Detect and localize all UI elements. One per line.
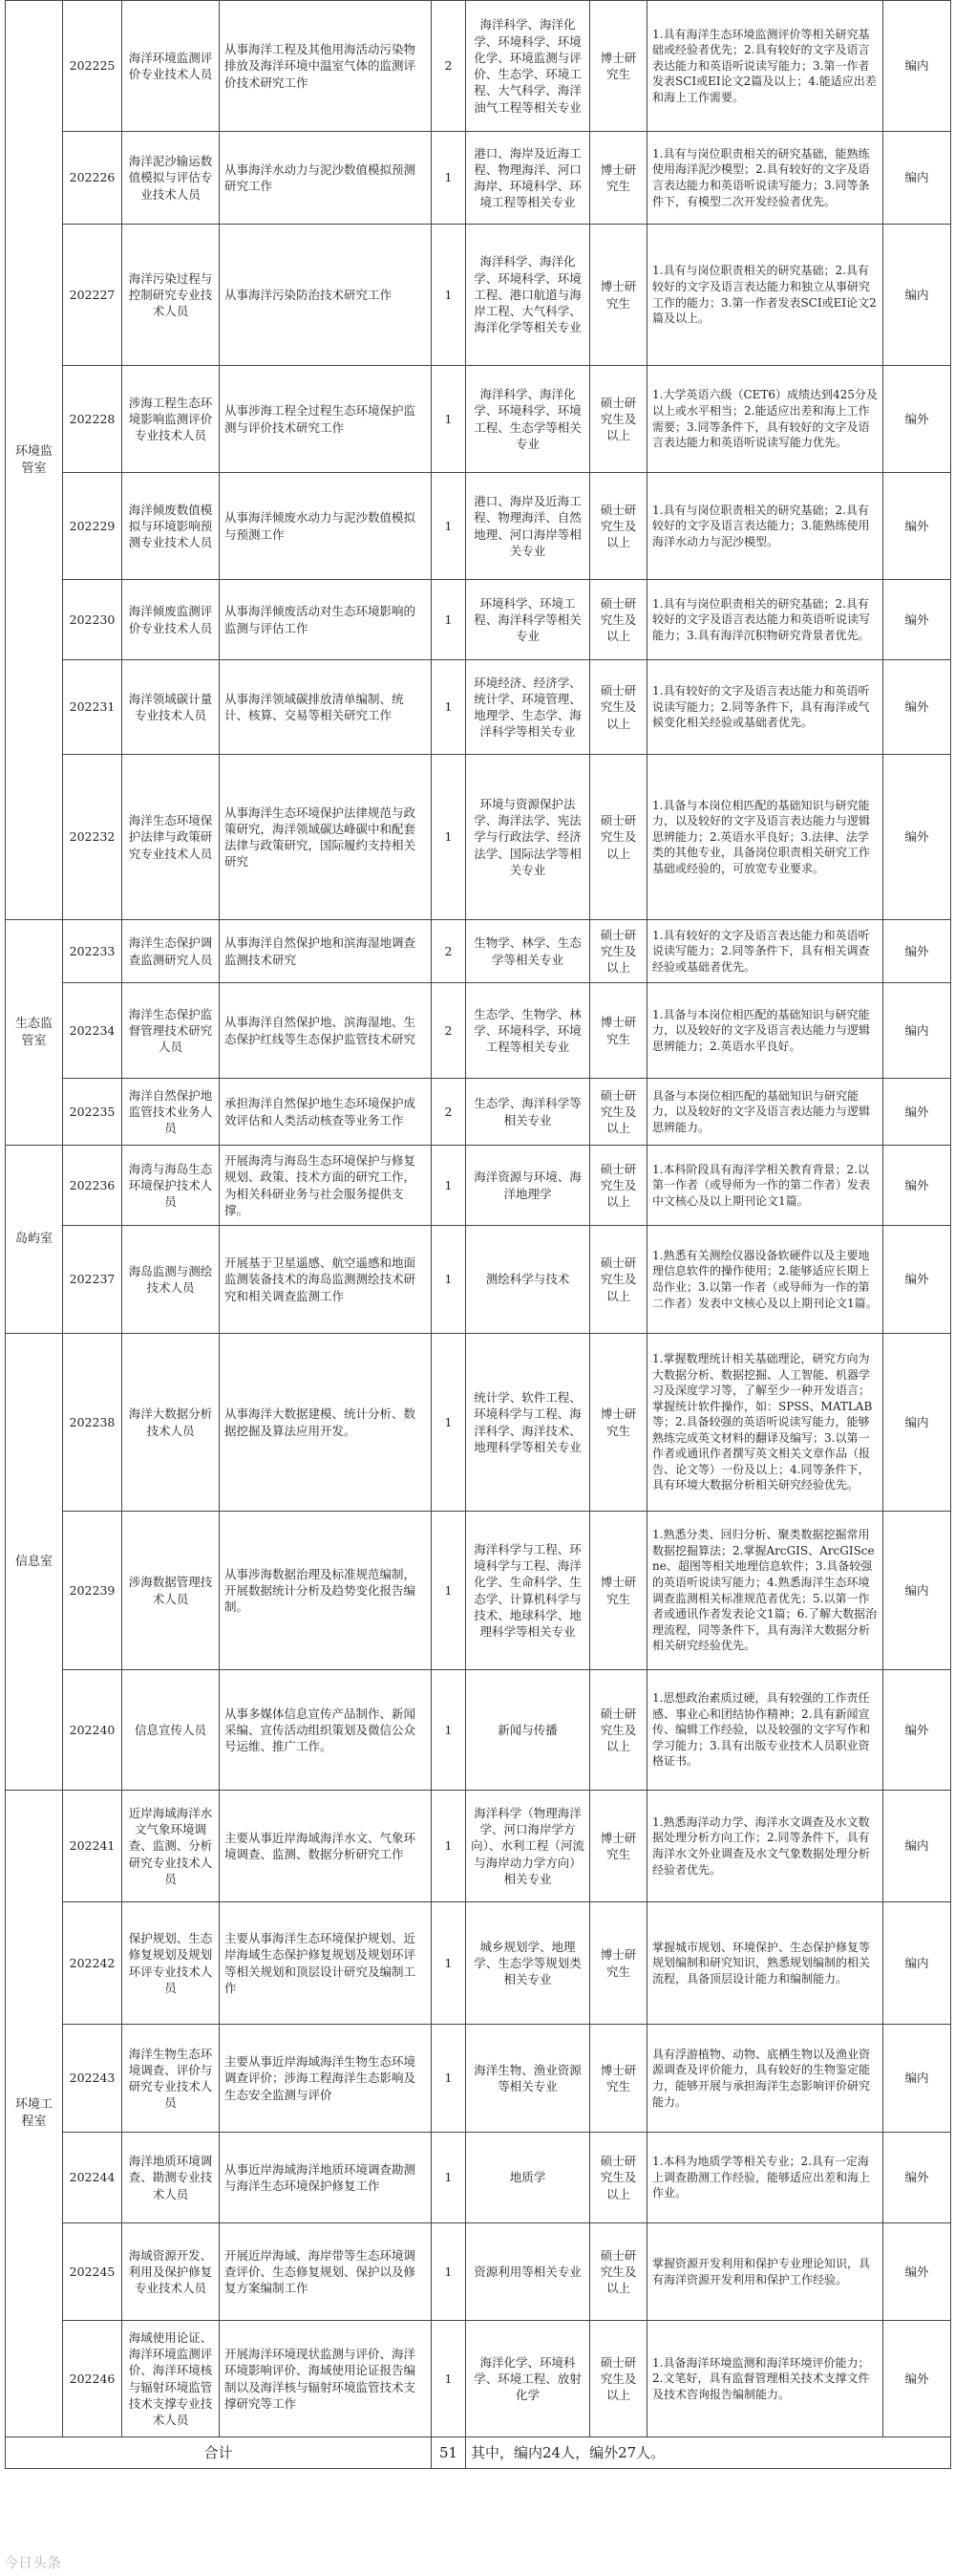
headcount: 1 [432, 2223, 466, 2321]
duty-description: 主要从事海洋生态环境保护规划、近岸海域生态保护修复规划及规划环评等相关规划和顶层设计研究及编制工作 [220, 1902, 432, 2025]
table-row [6, 225, 951, 366]
duty-description: 从事涉海数据治理及标准规范编制，开展数据统计分析及趋势变化报告编制。 [220, 1512, 432, 1670]
major-requirement: 海洋科学与工程、环境科学与工程、海洋化学、生命科学、生态学、计算机科学与技术、地球科学、地理科学等相关专业 [466, 1512, 590, 1670]
position-code: 202244 [63, 2133, 122, 2223]
table-row [6, 755, 951, 920]
major-requirement: 海洋科学、海洋化学、环境科学、环境化学、环境监测与评价、生态学、环境工程、大气科学、海洋油气工程等相关专业 [466, 1, 590, 132]
other-requirements: 1.具备与本岗位相匹配的基础知识与研究能力，以及较好的文字及语言表达能力与逻辑思辨能力；2.英语水平良好；3.法律、法学类的其他专业，具备岗位职责相关研究工作基础或经验的，可放宽专业要求。 [647, 755, 883, 920]
position-code: 202240 [63, 1670, 122, 1791]
table-row [6, 1079, 951, 1146]
position-name: 海湾与海岛生态环境保护技术人员 [122, 1146, 220, 1226]
duty-description: 从事近岸海域海洋地质环境调查勘测与海洋生态环境保护修复工作 [220, 2133, 432, 2223]
position-name: 信息宣传人员 [122, 1670, 220, 1791]
table-row [6, 2025, 951, 2133]
position-name: 海洋自然保护地监管技术业务人员 [122, 1079, 220, 1146]
major-requirement: 城乡规划学、地理学、生态学等规划类相关专业 [466, 1902, 590, 2025]
education-requirement: 博士研究生 [590, 1, 647, 132]
table-row [6, 1, 951, 132]
headcount: 1 [432, 132, 466, 225]
other-requirements: 1.本科阶段具有海洋学相关教育背景；2.以第一作者（或导师为一作的第二作者）发表中文核心及以上期刊论文1篇。 [647, 1146, 883, 1226]
staff-type: 编外 [883, 580, 951, 660]
duty-description: 承担海洋自然保护地生态环境保护成效评估和人类活动核查等业务工作 [220, 1079, 432, 1146]
duty-description: 开展近岸海域、海岸带等生态环境调查评价、生态修复规划、保护以及修复方案编制工作 [220, 2223, 432, 2321]
other-requirements: 具有浮游植物、动物、底栖生物以及渔业资源调查及评价能力，具有较好的生物鉴定能力，能够开展与承担海洋生态影响评价研究能力。 [647, 2025, 883, 2133]
table-row [6, 1512, 951, 1670]
position-name: 海洋地质环境调查、勘测专业技术人员 [122, 2133, 220, 2223]
headcount: 1 [432, 366, 466, 473]
other-requirements: 1.熟悉海洋动力学、海洋水文调查及水文数据处理分析方向工作；2.同等条件下，具有海洋水文外业调查及水文气象数据处理分析经验者优先。 [647, 1791, 883, 1902]
major-requirement: 新闻与传播 [466, 1670, 590, 1791]
dept-cell: 岛屿室 [6, 1146, 63, 1334]
position-code: 202238 [63, 1334, 122, 1512]
table-row [6, 580, 951, 660]
headcount: 1 [432, 580, 466, 660]
duty-description: 从事海洋自然保护地、滨海湿地、生态保护红线等生态保护监管技术研究 [220, 983, 432, 1079]
position-name: 海洋生物生态环境调查、评价与研究专业技术人员 [122, 2025, 220, 2133]
other-requirements: 1.思想政治素质过硬，具有较强的工作责任感、事业心和团结协作精神；2.具有新闻宣传、编辑工作经验，以及较强的文字写作和学习能力；3.具有出版专业技术人员职业资格证书。 [647, 1670, 883, 1791]
table-row [6, 1791, 951, 1902]
position-name: 海洋环境监测评价专业技术人员 [122, 1, 220, 132]
position-code: 202228 [63, 366, 122, 473]
table-row [6, 1146, 951, 1226]
duty-description: 从事海洋自然保护地和滨海湿地调查监测技术研究 [220, 920, 432, 983]
education-requirement: 硕士研究生及以上 [590, 1079, 647, 1146]
headcount: 1 [432, 1670, 466, 1791]
duty-description: 开展海湾与海岛生态环境保护与修复规划、政策、技术方面的研究工作，为相关科研业务与社会服务提供支撑。 [220, 1146, 432, 1226]
watermark-logo: 今日头条 [4, 2554, 62, 2571]
total-label: 合计 [6, 2437, 432, 2469]
table-row [6, 983, 951, 1079]
staff-type: 编外 [883, 2133, 951, 2223]
other-requirements: 1.具有较好的文字及语言表达能力和英语听说读写能力；2.同等条件下，具有海洋或气候变化相关经验或基础者优先。 [647, 660, 883, 755]
headcount: 1 [432, 755, 466, 920]
duty-description: 从事海洋水动力与泥沙数值模拟预测研究工作 [220, 132, 432, 225]
major-requirement: 地质学 [466, 2133, 590, 2223]
dept-cell: 信息室 [6, 1334, 63, 1791]
headcount: 1 [432, 1791, 466, 1902]
table-row [6, 660, 951, 755]
education-requirement: 硕士研究生及以上 [590, 2133, 647, 2223]
staff-type: 编外 [883, 1079, 951, 1146]
position-code: 202241 [63, 1791, 122, 1902]
position-name: 海域使用论证、海洋环境监测评价、海洋环境核与辐射环境监管技术支撑专业技术人员 [122, 2321, 220, 2437]
staff-type: 编内 [883, 132, 951, 225]
staff-type: 编外 [883, 2321, 951, 2437]
education-requirement: 硕士研究生及以上 [590, 2223, 647, 2321]
position-name: 海洋倾废数值模拟与环境影响预测专业技术人员 [122, 473, 220, 580]
education-requirement: 硕士研究生及以上 [590, 755, 647, 920]
major-requirement: 测绘科学与技术 [466, 1226, 590, 1334]
table-row [6, 920, 951, 983]
education-requirement: 硕士研究生及以上 [590, 920, 647, 983]
headcount: 1 [432, 1146, 466, 1226]
major-requirement: 资源利用等相关专业 [466, 2223, 590, 2321]
education-requirement: 博士研究生 [590, 983, 647, 1079]
position-name: 海洋领域碳计量专业技术人员 [122, 660, 220, 755]
education-requirement: 博士研究生 [590, 1902, 647, 2025]
staff-type: 编外 [883, 660, 951, 755]
staff-type: 编内 [883, 225, 951, 366]
staff-type: 编外 [883, 1146, 951, 1226]
staff-type: 编内 [883, 2025, 951, 2133]
other-requirements: 1.熟悉分类、回归分析、聚类数据挖掘常用数据挖掘算法；2.掌握ArcGIS、ArcGIScene、超图等相关地理信息软件；3.具备较强的英语听说读写能力；4.熟悉海洋生态环境调查监测相关标准规范者优先；5.以第一作者或通讯作者发表论文1篇；6.了解大数据治理流程，同等条件下，具有海洋大数据分析相关研究经验优先。 [647, 1512, 883, 1670]
education-requirement: 硕士研究生及以上 [590, 660, 647, 755]
position-code: 202246 [63, 2321, 122, 2437]
headcount: 1 [432, 2025, 466, 2133]
table-row [6, 366, 951, 473]
education-requirement: 硕士研究生及以上 [590, 1146, 647, 1226]
other-requirements: 1.掌握数理统计相关基础理论，研究方向为大数据分析、数据挖掘、人工智能、机器学习及深度学习等，了解至少一种开发语言；掌握统计软件操作，如：SPSS、MATLAB等；2.具备较强的英语听说读写能力，能够熟练完成英文材料的翻译及编写；3.以第一作者或通讯作者撰写英文相关文章作品（报告、论文等）一份及以上；4.同等条件下，具有环境大数据分析相关研究经验优先。 [647, 1334, 883, 1512]
dept-cell: 环境监管室 [6, 1, 63, 920]
other-requirements: 掌握资源开发利用和保护专业理论知识，具有海洋资源开发利用和保护工作经验。 [647, 2223, 883, 2321]
staff-type: 编内 [883, 1, 951, 132]
position-code: 202234 [63, 983, 122, 1079]
total-headcount: 51 [432, 2437, 466, 2469]
other-requirements: 1.具有与岗位职责相关的研究基础；2.具有较好的文字及语言表达能力；3.能熟练使用海洋水动力与泥沙模型。 [647, 473, 883, 580]
education-requirement: 博士研究生 [590, 2025, 647, 2133]
other-requirements: 1.具有海洋生态环境监测评价等相关研究基础或经验者优先；2.具有较好的文字及语言表达能力和英语听说读写能力；3.第一作者发表SCI或EI论文2篇及以上；4.能适应出差和海上工作需要。 [647, 1, 883, 132]
position-name: 保护规划、生态修复规划及规划环评专业技术人员 [122, 1902, 220, 2025]
duty-description: 从事海洋大数据建模、统计分析、数据挖掘及算法应用开发。 [220, 1334, 432, 1512]
education-requirement: 硕士研究生及以上 [590, 366, 647, 473]
position-name: 近岸海域海洋水文气象环境调查、监测、分析研究专业技术人员 [122, 1791, 220, 1902]
education-requirement: 博士研究生 [590, 1791, 647, 1902]
staff-type: 编内 [883, 983, 951, 1079]
position-code: 202236 [63, 1146, 122, 1226]
major-requirement: 海洋资源与环境、海洋地理学 [466, 1146, 590, 1226]
staff-type: 编内 [883, 1902, 951, 2025]
table-row [6, 1902, 951, 2025]
duty-description: 从事海洋生态环境保护法律规范与政策研究，海洋领域碳达峰碳中和配套法律与政策研究，国际履约支持相关研究 [220, 755, 432, 920]
headcount: 1 [432, 1226, 466, 1334]
major-requirement: 环境与资源保护法学、海洋法学、宪法学与行政法学、经济法学、国际法学等相关专业 [466, 755, 590, 920]
other-requirements: 1.具有与岗位职责相关的研究基础，能熟练使用海洋泥沙模型；2.具有较好的文字及语言表达能力和英语听说读写能力；3.同等条件下，有模型二次开发经验者优先。 [647, 132, 883, 225]
other-requirements: 1.具备与本岗位相匹配的基础知识与研究能力，以及较好的文字及语言表达能力与逻辑思辨能力；2.英语水平良好。 [647, 983, 883, 1079]
table-row [6, 1670, 951, 1791]
position-code: 202229 [63, 473, 122, 580]
other-requirements: 1.大学英语六级（CET6）成绩达到425分及以上或水平相当；2.能适应出差和海上工作需要；3.同等条件下，具有较好的文字及语言表达能力和英语听说读写能力优先。 [647, 366, 883, 473]
major-requirement: 海洋科学（物理海洋学、河口海岸学方向）、水利工程（河流与海岸动力学方向）相关专业 [466, 1791, 590, 1902]
major-requirement: 环境科学、环境工程、海洋科学等相关专业 [466, 580, 590, 660]
staff-type: 编内 [883, 1791, 951, 1902]
duty-description: 从事海洋倾废活动对生态环境影响的监测与评估工作 [220, 580, 432, 660]
headcount: 1 [432, 1902, 466, 2025]
duty-description: 开展基于卫星遥感、航空遥感和地面监测装备技术的海岛监测测绘技术研究和相关调查监测工作 [220, 1226, 432, 1334]
position-name: 海岛监测与测绘技术人员 [122, 1226, 220, 1334]
duty-description: 主要从事近岸海域海洋水文、气象环境调查、监测、数据分析研究工作 [220, 1791, 432, 1902]
major-requirement: 港口、海岸及近海工程、物理海洋、河口海岸、环境科学、环境工程等相关专业 [466, 132, 590, 225]
duty-description: 从事多媒体信息宣传产品制作、新闻采编、宣传活动组织策划及微信公众号运维、推广工作。 [220, 1670, 432, 1791]
major-requirement: 海洋化学、环境科学、环境工程、放射化学 [466, 2321, 590, 2437]
table-row [6, 2223, 951, 2321]
staff-type: 编内 [883, 1334, 951, 1512]
major-requirement: 海洋科学、海洋化学、环境科学、环境工程、生态学等相关专业 [466, 366, 590, 473]
duty-description: 从事海洋污染防治技术研究工作 [220, 225, 432, 366]
education-requirement: 博士研究生 [590, 132, 647, 225]
position-code: 202237 [63, 1226, 122, 1334]
headcount: 2 [432, 1079, 466, 1146]
education-requirement: 硕士研究生及以上 [590, 473, 647, 580]
headcount: 1 [432, 1334, 466, 1512]
position-name: 海洋大数据分析技术人员 [122, 1334, 220, 1512]
education-requirement: 博士研究生 [590, 225, 647, 366]
education-requirement: 硕士研究生及以上 [590, 2321, 647, 2437]
other-requirements: 1.具备海洋环境监测和海洋环境评价能力；2.文笔好，具有监督管理相关技术支撑文件及技术咨询报告编制能力。 [647, 2321, 883, 2437]
position-code: 202226 [63, 132, 122, 225]
position-code: 202239 [63, 1512, 122, 1670]
table-row [6, 473, 951, 580]
duty-description: 主要从事近岸海域海洋生物生态环境调查评价；涉海工程海洋生态影响及生态安全监测与评价 [220, 2025, 432, 2133]
headcount: 1 [432, 660, 466, 755]
total-row [6, 2437, 951, 2469]
other-requirements: 1.具有与岗位职责相关的研究基础；2.具有较好的文字及语言表达能力和英语听说读写能力；3.具有海洋沉积物研究背景者优先。 [647, 580, 883, 660]
position-code: 202242 [63, 1902, 122, 2025]
dept-cell: 环境工程室 [6, 1791, 63, 2437]
total-note: 其中，编内24人，编外27人。 [466, 2437, 951, 2469]
table-row [6, 2133, 951, 2223]
headcount: 1 [432, 2321, 466, 2437]
major-requirement: 海洋科学、海洋化学、环境科学、环境工程、港口航道与海岸工程、大气科学、海洋化学等相关专业 [466, 225, 590, 366]
position-code: 202225 [63, 1, 122, 132]
staff-type: 编外 [883, 366, 951, 473]
position-name: 海洋生态环境保护法律与政策研究专业技术人员 [122, 755, 220, 920]
position-name: 海洋生态保护监督管理技术研究人员 [122, 983, 220, 1079]
headcount: 2 [432, 1, 466, 132]
duty-description: 从事涉海工程全过程生态环境保护监测与评价技术研究工作 [220, 366, 432, 473]
table-row [6, 2321, 951, 2437]
staff-type: 编外 [883, 755, 951, 920]
headcount: 1 [432, 225, 466, 366]
major-requirement: 海洋生物、渔业资源等相关专业 [466, 2025, 590, 2133]
recruitment-table [5, 0, 951, 2469]
other-requirements: 1.具有较好的文字及语言表达能力和英语听说读写能力；2.同等条件下，具有相关调查经验或基础者优先。 [647, 920, 883, 983]
duty-description: 从事海洋工程及其他用海活动污染物排放及海洋环境中温室气体的监测评价技术研究工作 [220, 1, 432, 132]
education-requirement: 博士研究生 [590, 1512, 647, 1670]
position-name: 涉海工程生态环境影响监测评价专业技术人员 [122, 366, 220, 473]
position-code: 202230 [63, 580, 122, 660]
staff-type: 编外 [883, 473, 951, 580]
position-code: 202233 [63, 920, 122, 983]
education-requirement: 博士研究生 [590, 1334, 647, 1512]
education-requirement: 硕士研究生及以上 [590, 1670, 647, 1791]
position-name: 海洋污染过程与控制研究专业技术人员 [122, 225, 220, 366]
headcount: 2 [432, 920, 466, 983]
major-requirement: 环境经济、经济学、统计学、环境管理、地理学、生态学、海洋科学等相关专业 [466, 660, 590, 755]
duty-description: 从事海洋领域碳排放清单编制、统计、核算、交易等相关研究工作 [220, 660, 432, 755]
table-row [6, 1226, 951, 1334]
education-requirement: 硕士研究生及以上 [590, 580, 647, 660]
major-requirement: 统计学、软件工程、环境科学与工程、海洋科学、海洋技术、地理科学等相关专业 [466, 1334, 590, 1512]
staff-type: 编外 [883, 920, 951, 983]
dept-cell: 生态监管室 [6, 920, 63, 1146]
staff-type: 编外 [883, 1226, 951, 1334]
staff-type: 编外 [883, 2223, 951, 2321]
staff-type: 编外 [883, 1670, 951, 1791]
position-name: 海洋泥沙输运数值模拟与评估专业技术人员 [122, 132, 220, 225]
position-code: 202243 [63, 2025, 122, 2133]
headcount: 1 [432, 1512, 466, 1670]
position-name: 涉海数据管理技术人员 [122, 1512, 220, 1670]
position-code: 202245 [63, 2223, 122, 2321]
major-requirement: 生物学、林学、生态学等相关专业 [466, 920, 590, 983]
duty-description: 从事海洋倾废水动力与泥沙数值模拟与预测工作 [220, 473, 432, 580]
other-requirements: 1.本科为地质学等相关专业；2.具有一定海上调查勘测工作经验，能够适应出差和海上作业。 [647, 2133, 883, 2223]
position-code: 202231 [63, 660, 122, 755]
headcount: 1 [432, 473, 466, 580]
headcount: 1 [432, 2133, 466, 2223]
other-requirements: 1.具有与岗位职责相关的研究基础；2.具有较好的文字及语言表达能力和独立从事研究工作的能力；3.第一作者发表SCI或EI论文2篇及以上。 [647, 225, 883, 366]
position-name: 海域资源开发、利用及保护修复专业技术人员 [122, 2223, 220, 2321]
table-row [6, 1334, 951, 1512]
major-requirement: 港口、海岸及近海工程、物理海洋、自然地理、河口海岸等相关专业 [466, 473, 590, 580]
other-requirements: 1.熟悉有关测绘仪器设备软硬件以及主要地理信息软件的操作使用；2.能够适应长期上岛作业；3.以第一作者（或导师为一作的第二作者）发表中文核心及以上期刊论文1篇。 [647, 1226, 883, 1334]
headcount: 2 [432, 983, 466, 1079]
duty-description: 开展海洋环境现状监测与评价、海洋环境影响评价、海域使用论证报告编制以及海洋核与辐射环境监管技术支撑研究等工作 [220, 2321, 432, 2437]
other-requirements: 掌握城市规划、环境保护、生态保护修复等规划编制和研究知识，熟悉规划编制的相关流程，具备顶层设计能力和编制能力。 [647, 1902, 883, 2025]
table-row [6, 132, 951, 225]
other-requirements: 具备与本岗位相匹配的基础知识与研究能力，以及较好的文字及语言表达能力与逻辑思辨能力。 [647, 1079, 883, 1146]
education-requirement: 硕士研究生及以上 [590, 1226, 647, 1334]
major-requirement: 生态学、海洋科学等相关专业 [466, 1079, 590, 1146]
position-code: 202227 [63, 225, 122, 366]
position-name: 海洋倾废监测评价专业技术人员 [122, 580, 220, 660]
position-code: 202235 [63, 1079, 122, 1146]
position-code: 202232 [63, 755, 122, 920]
staff-type: 编内 [883, 1512, 951, 1670]
position-name: 海洋生态保护调查监测研究人员 [122, 920, 220, 983]
major-requirement: 生态学、生物学、林学、环境科学、环境工程等相关专业 [466, 983, 590, 1079]
